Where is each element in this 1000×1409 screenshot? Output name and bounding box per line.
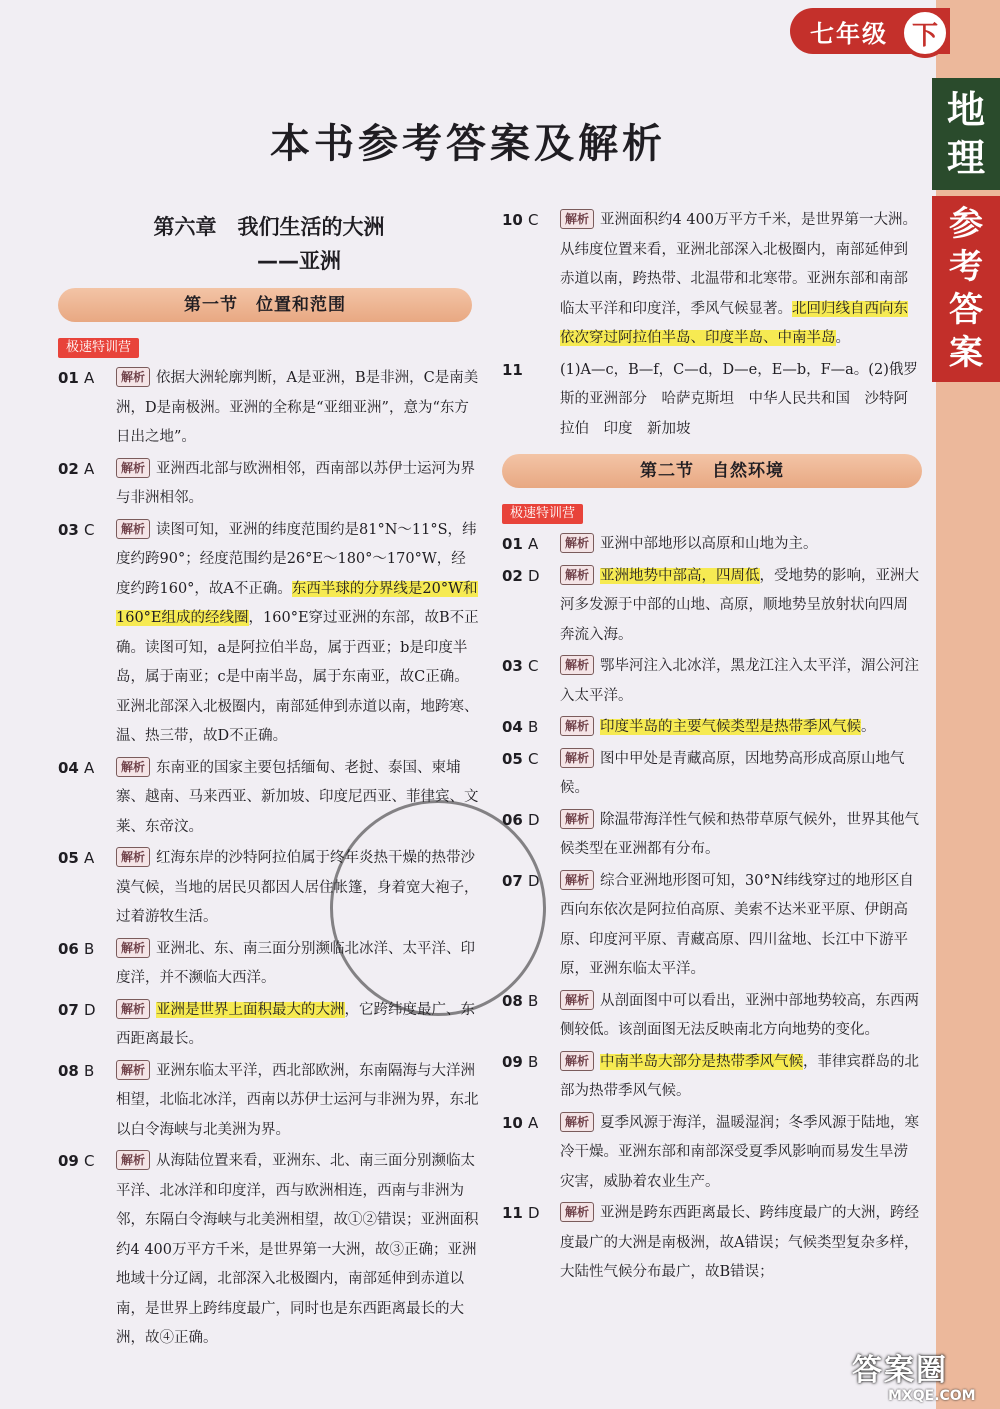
explanation-text: 亚洲北、东、南三面分别濒临北冰洋、太平洋、印度洋，并不濒临大西洋。 [116,940,476,986]
volume-badge: 下 [900,8,950,58]
question-number: 03 [58,520,79,539]
answer-item [58,516,480,752]
question-number: 05 [58,849,79,867]
explanation-text: 东南亚的国家主要包括缅甸、老挝、泰国、柬埔寨、越南、马来西亚、新加坡、印度尼西亚、菲律宾、文莱、东帝汶。 [116,759,479,835]
highlighted-text: 亚洲地势中部高，四周低 [600,567,760,584]
chapter-heading [58,210,480,278]
question-number: 01 [58,369,79,387]
answer-tab-char: 参 [949,204,983,244]
explanation-text: 读图可知，亚洲的纬度范围约是81°N～11°S，纬度约跨90°；经度范围约是26°E～180°～170°W，经度约跨160°，故A不正确。 [116,521,477,597]
answer-letter: D [84,1000,96,1019]
explanation-text: 从海陆位置来看，亚洲东、北、南三面分别濒临太平洋、北冰洋和印度洋，西与欧洲相连，西南与非洲为邻，东隔白令海峡与北美洲相望，故①②错误；亚洲面积约4 400万平方千米，是世界第一大洲，故③正确；亚洲地域十分辽阔，北部深入北极圈内，南部延伸到赤道以南，是世界上跨纬度最广，同时也是东西距离最长的大洲，故④正确。 [116,1153,479,1346]
answer-letter: B [528,1052,539,1071]
explanation-badge: 解析 [116,938,150,958]
explanation-badge: 解析 [116,757,150,777]
answer-tab-char: 考 [949,247,983,287]
question-number: 09 [58,1152,79,1170]
explanation-badge: 解析 [560,748,594,768]
explanation-text: ，菲律宾群岛的北部为热带季风气候。 [560,1053,920,1099]
chapter-title: 第六章 我们生活的大洲 [153,215,385,239]
answer-item [58,1147,480,1354]
explanation-text: ，它跨纬度最广、东西距离最长。 [116,1001,476,1047]
explanation-badge: 解析 [560,870,594,890]
drill-tag: 极速特训营 [58,338,139,358]
question-number: 05 [502,749,523,768]
explanation-badge: 解析 [116,999,150,1019]
explanation-text: 从剖面图中可以看出，亚洲中部地势较高，东西两侧较低。该剖面图无法反映南北方向地势的变化。 [560,992,920,1038]
question-number: 10 [502,1113,523,1132]
subject-char: 理 [946,136,985,180]
answer-letter: A [84,849,95,867]
answer-letter: C [528,749,539,768]
question-number: 07 [502,871,523,890]
question-number: 04 [58,758,79,777]
highlighted-text: 北回归线自西向东依次穿过阿拉伯半岛、印度半岛、中南半岛 [560,300,908,346]
answer-letter: D [528,871,540,890]
explanation-text: 。 [835,330,850,346]
section-heading: 第一节 位置和范围 [58,288,472,322]
answer-letter: D [528,566,540,585]
highlighted-text: 印度半岛的主要气候类型是热带季风气候 [600,719,862,735]
answer-item [502,652,922,711]
answer-item [502,745,922,804]
explanation-text: 亚洲西北部与欧洲相邻，西南部以苏伊士运河为界与非洲相邻。 [116,460,476,506]
explanation-badge: 解析 [560,990,594,1010]
answer-tab-char: 案 [949,333,983,373]
answer-letter: D [528,1204,540,1222]
explanation-text: 夏季风源于海洋，温暖湿润；冬季风源于陆地，寒冷干燥。亚洲东部和南部深受夏季风影响而易发生旱涝灾害，威胁着农业生产。 [560,1114,920,1190]
answer-letter: C [84,1152,95,1170]
answer-letter: B [528,718,539,736]
answer-item [502,562,922,651]
answer-item [502,1048,922,1107]
explanation-text: 亚洲是跨东西距离最长、跨纬度最广的大洲，跨经度最广的大洲是南极洲，故A错误；气候类型复杂多样，大陆性气候分布最广，故B错误； [560,1205,920,1280]
section-heading: 第二节 自然环境 [502,454,922,488]
answer-item [502,867,922,985]
answer-letter: B [528,991,539,1010]
drill-tag: 极速特训营 [502,504,583,524]
explanation-badge: 解析 [116,1060,150,1080]
answer-letter: A [528,535,539,553]
question-number: 07 [58,1000,79,1019]
explanation-text: 依据大洲轮廓判断，A是亚洲，B是非洲，C是南美洲，D是南极洲。亚洲的全称是“亚细亚洲”，意为“东方日出之地”。 [116,370,479,445]
page-title: 本书参考答案及解析 [270,121,666,167]
answer-item [58,455,480,514]
explanation-badge: 解析 [560,809,594,829]
subject-char: 地 [946,88,985,132]
explanation-text: 。 [861,719,876,735]
highlighted-text: 中南半岛大部分是热带季风气候 [600,1053,804,1070]
explanation-badge: 解析 [560,716,594,736]
answer-item [58,1057,480,1146]
explanation-text: 红海东岸的沙特阿拉伯属于终年炎热干燥的热带沙漠气候，当地的居民贝都因人居住帐篷，身着宽大袍子，过着游牧生活。 [116,850,479,925]
answer-item [502,356,922,445]
explanation-badge: 解析 [560,1051,594,1071]
explanation-badge: 解析 [116,367,150,387]
explanation-badge: 解析 [560,1202,594,1222]
question-number: 02 [58,459,79,478]
explanation-text: 亚洲面积约4 400万平方千米，是世界第一大洲。从纬度位置来看，亚洲北部深入北极圈内，南部延伸到赤道以南，跨热带、北温带和北寒带。亚洲东部和南部临太平洋和印度洋，季风气候显著。 [560,212,918,317]
answer-tab [932,196,1000,382]
question-number: 11 [502,1204,523,1222]
answer-item [502,206,922,354]
chapter-subtitle: ——亚洲 [257,249,341,273]
answer-list [502,206,922,444]
explanation-badge: 解析 [116,519,150,539]
question-number: 08 [58,1061,79,1080]
explanation-badge: 解析 [560,209,594,229]
explanation-text: 除温带海洋性气候和热带草原气候外，世界其他气候类型在亚洲都有分布。 [560,811,920,857]
explanation-badge: 解析 [560,655,594,675]
explanation-text: (1)A—c，B—f，C—d，D—e，E—b，F—a。(2)俄罗斯的亚洲部分 哈萨克斯坦 中华人民共和国 沙特阿拉伯 印度 新加坡 [560,361,918,437]
answer-letter: A [84,369,95,387]
explanation-badge: 解析 [116,458,150,478]
question-number: 11 [502,360,523,379]
answer-tab-char: 答 [949,290,983,330]
answer-item [502,806,922,865]
right-column [502,206,922,1290]
question-number: 09 [502,1052,523,1071]
answer-letter: B [84,939,95,958]
answer-item [502,1199,922,1288]
explanation-text: 亚洲东临太平洋，西北部欧洲，东南隔海与大洋洲相望，北临北冰洋，西南以苏伊士运河与非洲为界，东北以白令海峡与北美洲为界。 [116,1062,479,1138]
explanation-text: 图中甲处是青藏高原，因地势高形成高原山地气候。 [560,750,905,796]
question-number: 02 [502,566,523,585]
answer-letter: D [528,810,540,829]
answer-item [502,713,922,743]
answer-item [502,1109,922,1198]
watermark-url: MXQE.COM [888,1388,976,1404]
highlighted-text: 东西半球的分界线是20°W和160°E组成的经线圈 [116,580,478,626]
answer-letter: C [528,657,539,675]
explanation-badge: 解析 [116,1150,150,1170]
subject-tab [932,78,1000,190]
highlighted-text: 亚洲是世界上面积最大的大洲 [156,1001,345,1018]
answer-letter: B [84,1061,95,1080]
question-number: 10 [502,211,523,229]
question-number: 04 [502,718,523,736]
explanation-text: 综合亚洲地形图可知，30°N纬线穿过的地形区自西向东依次是阿拉伯高原、美索不达米亚平原、伊朗高原、印度河平原、青藏高原、四川盆地、长江中下游平原，亚洲东临太平洋。 [560,872,914,977]
answer-letter: A [84,459,95,478]
grade-label: 七年级 [810,19,888,48]
explanation-text: 亚洲中部地形以高原和山地为主。 [600,536,818,552]
question-number: 03 [502,657,523,675]
explanation-badge: 解析 [116,847,150,867]
watermark-logo: 答案圈 [852,1353,948,1388]
question-number: 06 [502,810,523,829]
answer-item [58,364,480,453]
question-number: 06 [58,939,79,958]
answer-letter: A [528,1113,539,1132]
question-number: 08 [502,991,523,1010]
explanation-badge: 解析 [560,1112,594,1132]
question-number: 01 [502,535,523,553]
left-column [58,210,480,1356]
answer-letter: A [84,758,95,777]
answer-list [502,530,922,1288]
explanation-badge: 解析 [560,533,594,553]
answer-letter: C [528,211,539,229]
explanation-badge: 解析 [560,565,594,585]
answer-item [502,530,922,560]
answer-letter: C [84,520,95,539]
explanation-text: ，受地势的影响，亚洲大河多发源于中部的山地、高原，顺地势呈放射状向四周奔流入海。 [560,567,920,643]
answer-item [502,987,922,1046]
explanation-text: ，160°E穿过亚洲的东部，故B不正确。读图可知，a是阿拉伯半岛，属于西亚；b是印度半岛，属于南亚；c是中南半岛，属于东南亚，故C正确。亚洲北部深入北极圈内，南部延伸到赤道以南，地跨寒、温、热三带，故D不正确。 [116,610,479,744]
explanation-text: 鄂毕河注入北冰洋，黑龙江注入太平洋，湄公河注入太平洋。 [560,658,920,704]
